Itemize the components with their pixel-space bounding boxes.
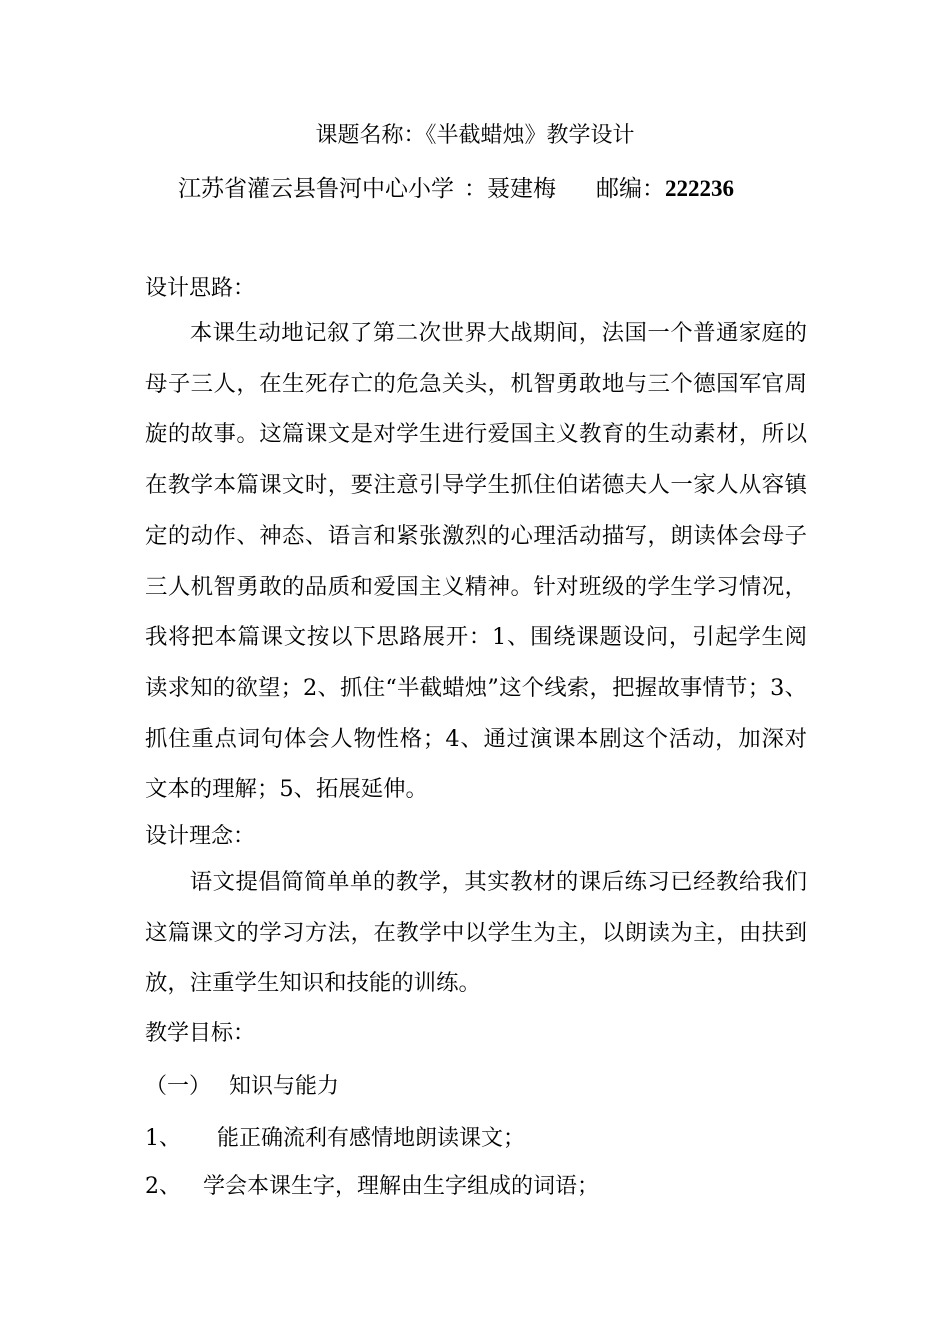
author-line [178,170,734,203]
author-school: 江苏省灌云县鲁河中心小学 [178,176,454,202]
goal-item-number: 1、 [145,1126,181,1151]
postcode-value: 222236 [665,176,734,201]
goal-item-text: 能正确流利有感情地朗读课文； [217,1126,526,1151]
goals-sub-number: （一） [145,1074,212,1099]
goal-item-number: 2、 [145,1174,181,1199]
goals-subheading [145,1069,339,1100]
design-concept-paragraph: 语文提倡简简单单的教学，其实教材的课后练习已经教给我们这篇课文的学习方法，在教学中以学生为主，以朗读为主，由扶到放，注重学生知识和技能的训练。 [145,869,807,997]
design-idea-heading: 设计思路： [145,276,256,301]
goal-item [145,1169,599,1200]
design-idea-paragraph: 本课生动地记叙了第二次世界大战期间，法国一个普通家庭的母子三人，在生死存亡的危急关头，机智勇敢地与三个德国军官周旋的故事。这篇课文是对学生进行爱国主义教育的生动素材，所以在教学本篇课文时，要注意引导学生抓住伯诺德夫人一家人从容镇定的动作、神态、语言和紧张激烈的心理活动描写，朗读体会母子三人机智勇敢的品质和爱国主义精神。针对班级的学生学习情况，我将把本篇课文按以下思路展开：1、围绕课题设问，引起学生阅读求知的欲望；2、抓住“半截蜡烛”这个线索，把握故事情节；3、抓住重点词句体会人物性格；4、通过演课本剧这个活动，加深对文本的理解；5、拓展延伸。 [145,320,807,803]
goal-item [145,1121,525,1152]
design-concept-heading: 设计理念： [145,824,256,849]
postcode-label: 邮编： [596,176,665,202]
author-teacher: ：聂建梅 [464,176,556,202]
goals-heading: 教学目标： [145,1021,256,1046]
goal-item-text: 学会本课生字，理解由生字组成的词语； [203,1174,600,1199]
document-title: 课题名称：《半截蜡烛》教学设计 [315,123,635,148]
goals-sub-label: 知识与能力 [229,1074,340,1099]
